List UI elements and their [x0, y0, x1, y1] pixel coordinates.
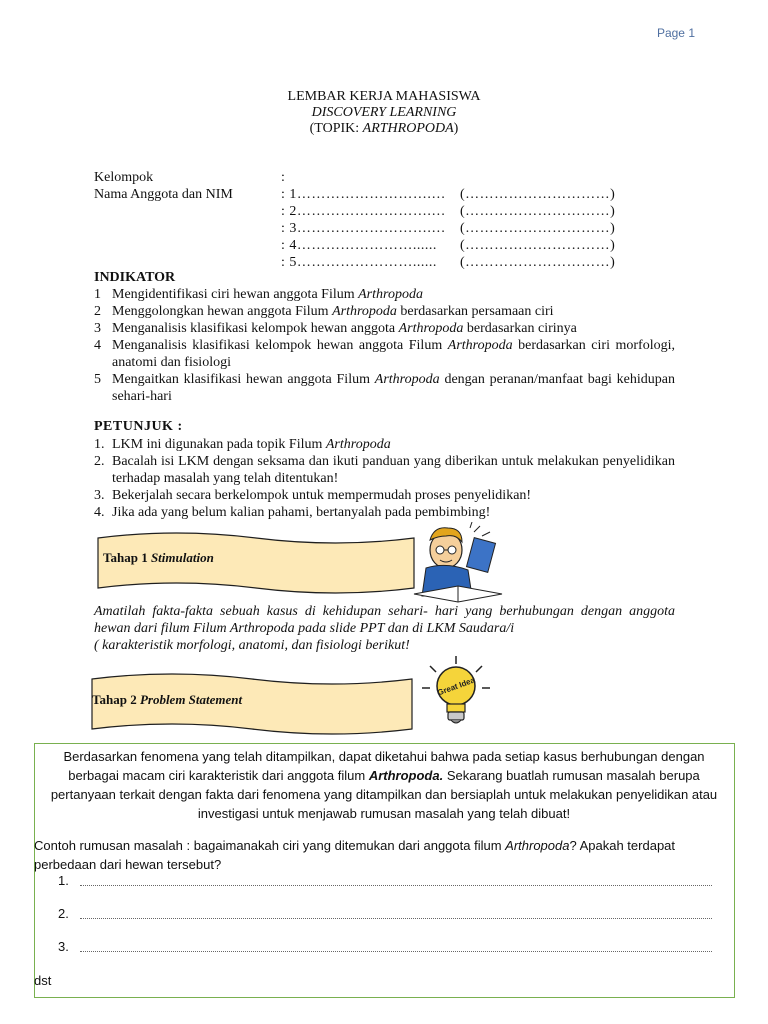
nim-field-1[interactable]: (…………………………) [460, 187, 616, 202]
bulb-text: Great Idea [436, 675, 477, 698]
answer-line-2[interactable] [80, 908, 712, 919]
petunjuk-heading: PETUNJUK : [94, 419, 183, 434]
indikator-heading: INDIKATOR [94, 270, 176, 285]
indikator-list [94, 286, 675, 405]
student-reading-icon [410, 522, 510, 606]
kelompok-field[interactable]: : [281, 170, 285, 185]
answer-number-1: 1. [58, 873, 69, 888]
tahap1-text-2: ( karakteristik morfologi, anatomi, dan fisiologi berikut! [94, 638, 410, 653]
petunjuk-list [94, 436, 675, 521]
member-field-2[interactable]: : 2……………………….… [281, 204, 446, 219]
anggota-label: Nama Anggota dan NIM [94, 187, 233, 202]
nim-field-2[interactable]: (…………………………) [460, 204, 616, 219]
page-number: Page 1 [656, 26, 695, 40]
nim-field-5[interactable]: (…………………………) [460, 255, 616, 270]
doc-topic: (TOPIK: ARTHROPODA) [309, 121, 459, 136]
petunjuk-item: 2. Bacalah isi LKM dengan seksama dan ikuti panduan yang diberikan untuk melakukan penyelidikan terhadap masalah yang telah ditentukan! [94, 454, 675, 486]
problem-example: Contoh rumusan masalah : bagaimanakah ciri yang ditemukan dari anggota filum Arthropoda? Apakah terdapat perbedaan dari hewan tersebut? [34, 838, 676, 872]
lightbulb-icon [420, 654, 492, 728]
answer-number-3: 3. [58, 939, 69, 954]
petunjuk-item: 3. Bekerjalah secara berkelompok untuk mempermudah proses penyelidikan! [94, 488, 532, 503]
member-field-3[interactable]: : 3……………………….… [281, 221, 446, 236]
indikator-item: 1 Mengidentifikasi ciri hewan anggota Filum Arthropoda [94, 287, 423, 302]
petunjuk-item: 1. LKM ini digunakan pada topik Filum Arthropoda [94, 437, 391, 452]
petunjuk-item: 4. Jika ada yang belum kalian pahami, bertanyalah pada pembimbing! [94, 505, 491, 520]
indikator-item: 2 Menggolongkan hewan anggota Filum Arthropoda berdasarkan persamaan ciri [94, 304, 554, 319]
answer-line-1[interactable] [80, 875, 712, 886]
doc-subtitle: DISCOVERY LEARNING [311, 105, 457, 120]
nim-field-3[interactable]: (…………………………) [460, 221, 616, 236]
indikator-item: 5 Mengaitkan klasifikasi hewan anggota Filum Arthropoda dengan peranan/manfaat bagi kehidupan sehari-hari [94, 372, 675, 404]
member-field-1[interactable]: : 1……………………….… [281, 187, 446, 202]
tahap2-label: Tahap 2 Problem Statement [92, 692, 243, 707]
member-field-5[interactable]: : 5……………………...... [281, 255, 437, 270]
indikator-item: 4 Menganalisis klasifikasi kelompok hewan anggota Filum Arthropoda berdasarkan ciri morfologi, anatomi dan fisiologi [94, 338, 675, 370]
indikator-item: 3 Menganalisis klasifikasi kelompok hewan anggota Arthropoda berdasarkan cirinya [94, 321, 577, 336]
kelompok-label: Kelompok [94, 170, 154, 185]
answer-number-2: 2. [58, 906, 69, 921]
problem-intro: Berdasarkan fenomena yang telah ditampilkan, dapat diketahui bahwa pada setiap kasus berhubungan dengan berbagai macam ciri karakteristik dari anggota filum Arthropoda. Sekarang buatlah rumusan masalah berupa pertanyaan terkait dengan fakta dari fenomena yang ditampilkan dan bersiaplah untuk melakukan penyelidikan atau investigasi untuk menjawab rumusan masalah yang telah dibuat! [50, 749, 718, 821]
doc-title: LEMBAR KERJA MAHASISWA [287, 89, 481, 104]
box-footer: dst [34, 973, 52, 988]
answer-line-3[interactable] [80, 941, 712, 952]
tahap1-text: Amatilah fakta-fakta sebuah kasus di kehidupan sehari- hari yang berhubungan dengan anggota hewan dari filum Filum Arthropoda pada slide PPT dan di LKM Saudara/i [94, 604, 675, 636]
member-field-4[interactable]: : 4……………………...... [281, 238, 437, 253]
tahap1-label: Tahap 1 Stimulation [103, 550, 214, 565]
nim-field-4[interactable]: (…………………………) [460, 238, 616, 253]
